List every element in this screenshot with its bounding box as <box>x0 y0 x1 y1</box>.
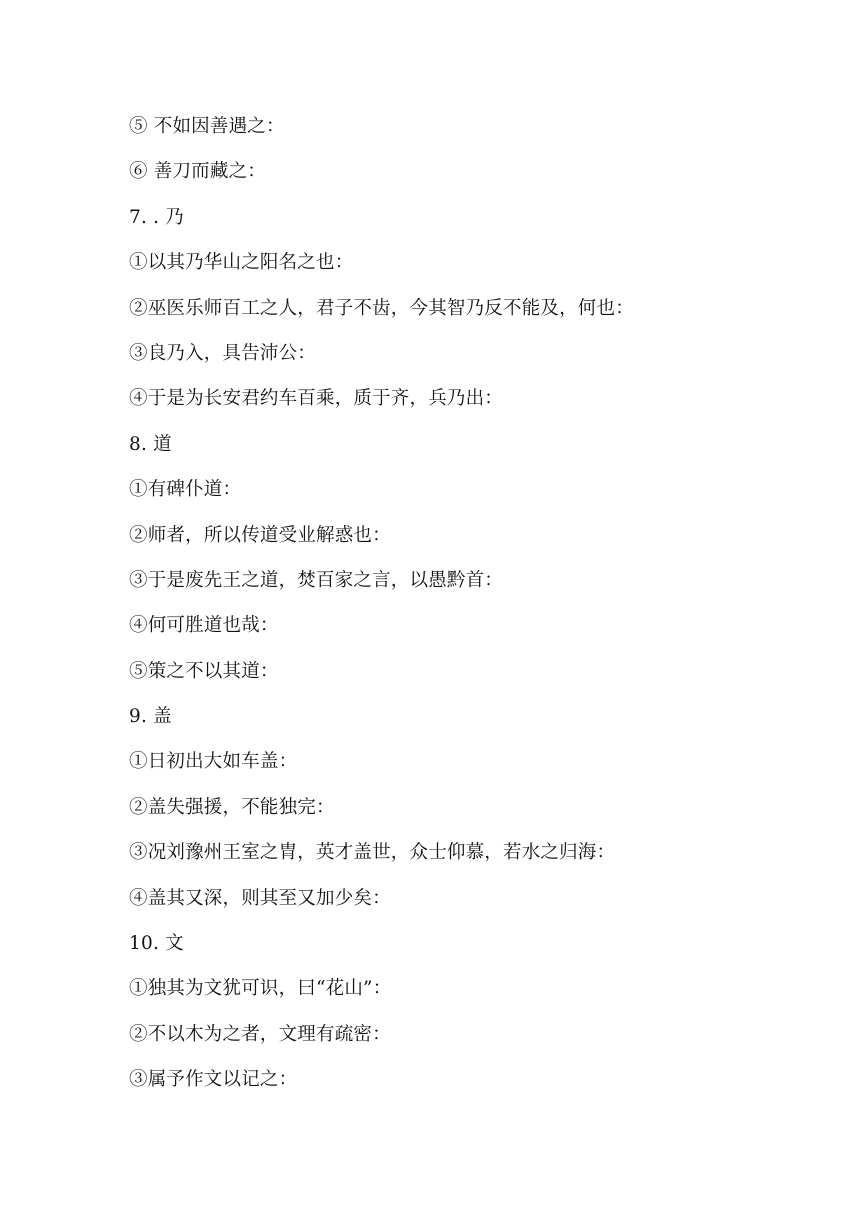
section-heading: 9. 盖 <box>129 706 172 728</box>
text-line: ①日初出大如车盖： <box>129 751 298 773</box>
text-line: ③良乃入，具告沛公： <box>129 342 317 364</box>
text-line: ④盖其又深，则其至又加少矣： <box>129 887 391 909</box>
text-line: ⑤ 不如因善遇之： <box>129 116 285 137</box>
text-line: ③属予作文以记之： <box>129 1069 298 1091</box>
text-line: ①以其乃华山之阳名之也： <box>129 252 354 274</box>
document-body <box>129 112 809 1111</box>
text-line: ②巫医乐师百工之人，君子不齿，今其智乃反不能及，何也： <box>129 297 634 319</box>
text-line: ①有碑仆道： <box>129 479 242 501</box>
text-line: ⑤策之不以其道： <box>129 660 279 682</box>
text-line: ①独其为文犹可识，曰“花山”： <box>129 978 392 1000</box>
section-heading: 7. . 乃 <box>129 206 184 228</box>
text-line: ②盖失强援，不能独完： <box>129 796 335 818</box>
text-line: ③于是废先王之道，焚百家之言，以愚黔首： <box>129 569 504 591</box>
text-line: ④何可胜道也哉： <box>129 615 279 637</box>
section-heading: 8. 道 <box>129 433 172 455</box>
text-line: ④于是为长安君约车百乘，质于齐，兵乃出： <box>129 388 504 410</box>
text-line: ⑥ 善刀而藏之： <box>129 161 266 183</box>
text-line: ②师者，所以传道受业解惑也： <box>129 524 391 546</box>
text-line: ②不以木为之者，文理有疏密： <box>129 1023 391 1045</box>
section-heading: 10. 文 <box>129 933 184 955</box>
text-line: ③况刘豫州王室之胄，英才盖世，众士仰慕，若水之归海： <box>129 842 616 864</box>
